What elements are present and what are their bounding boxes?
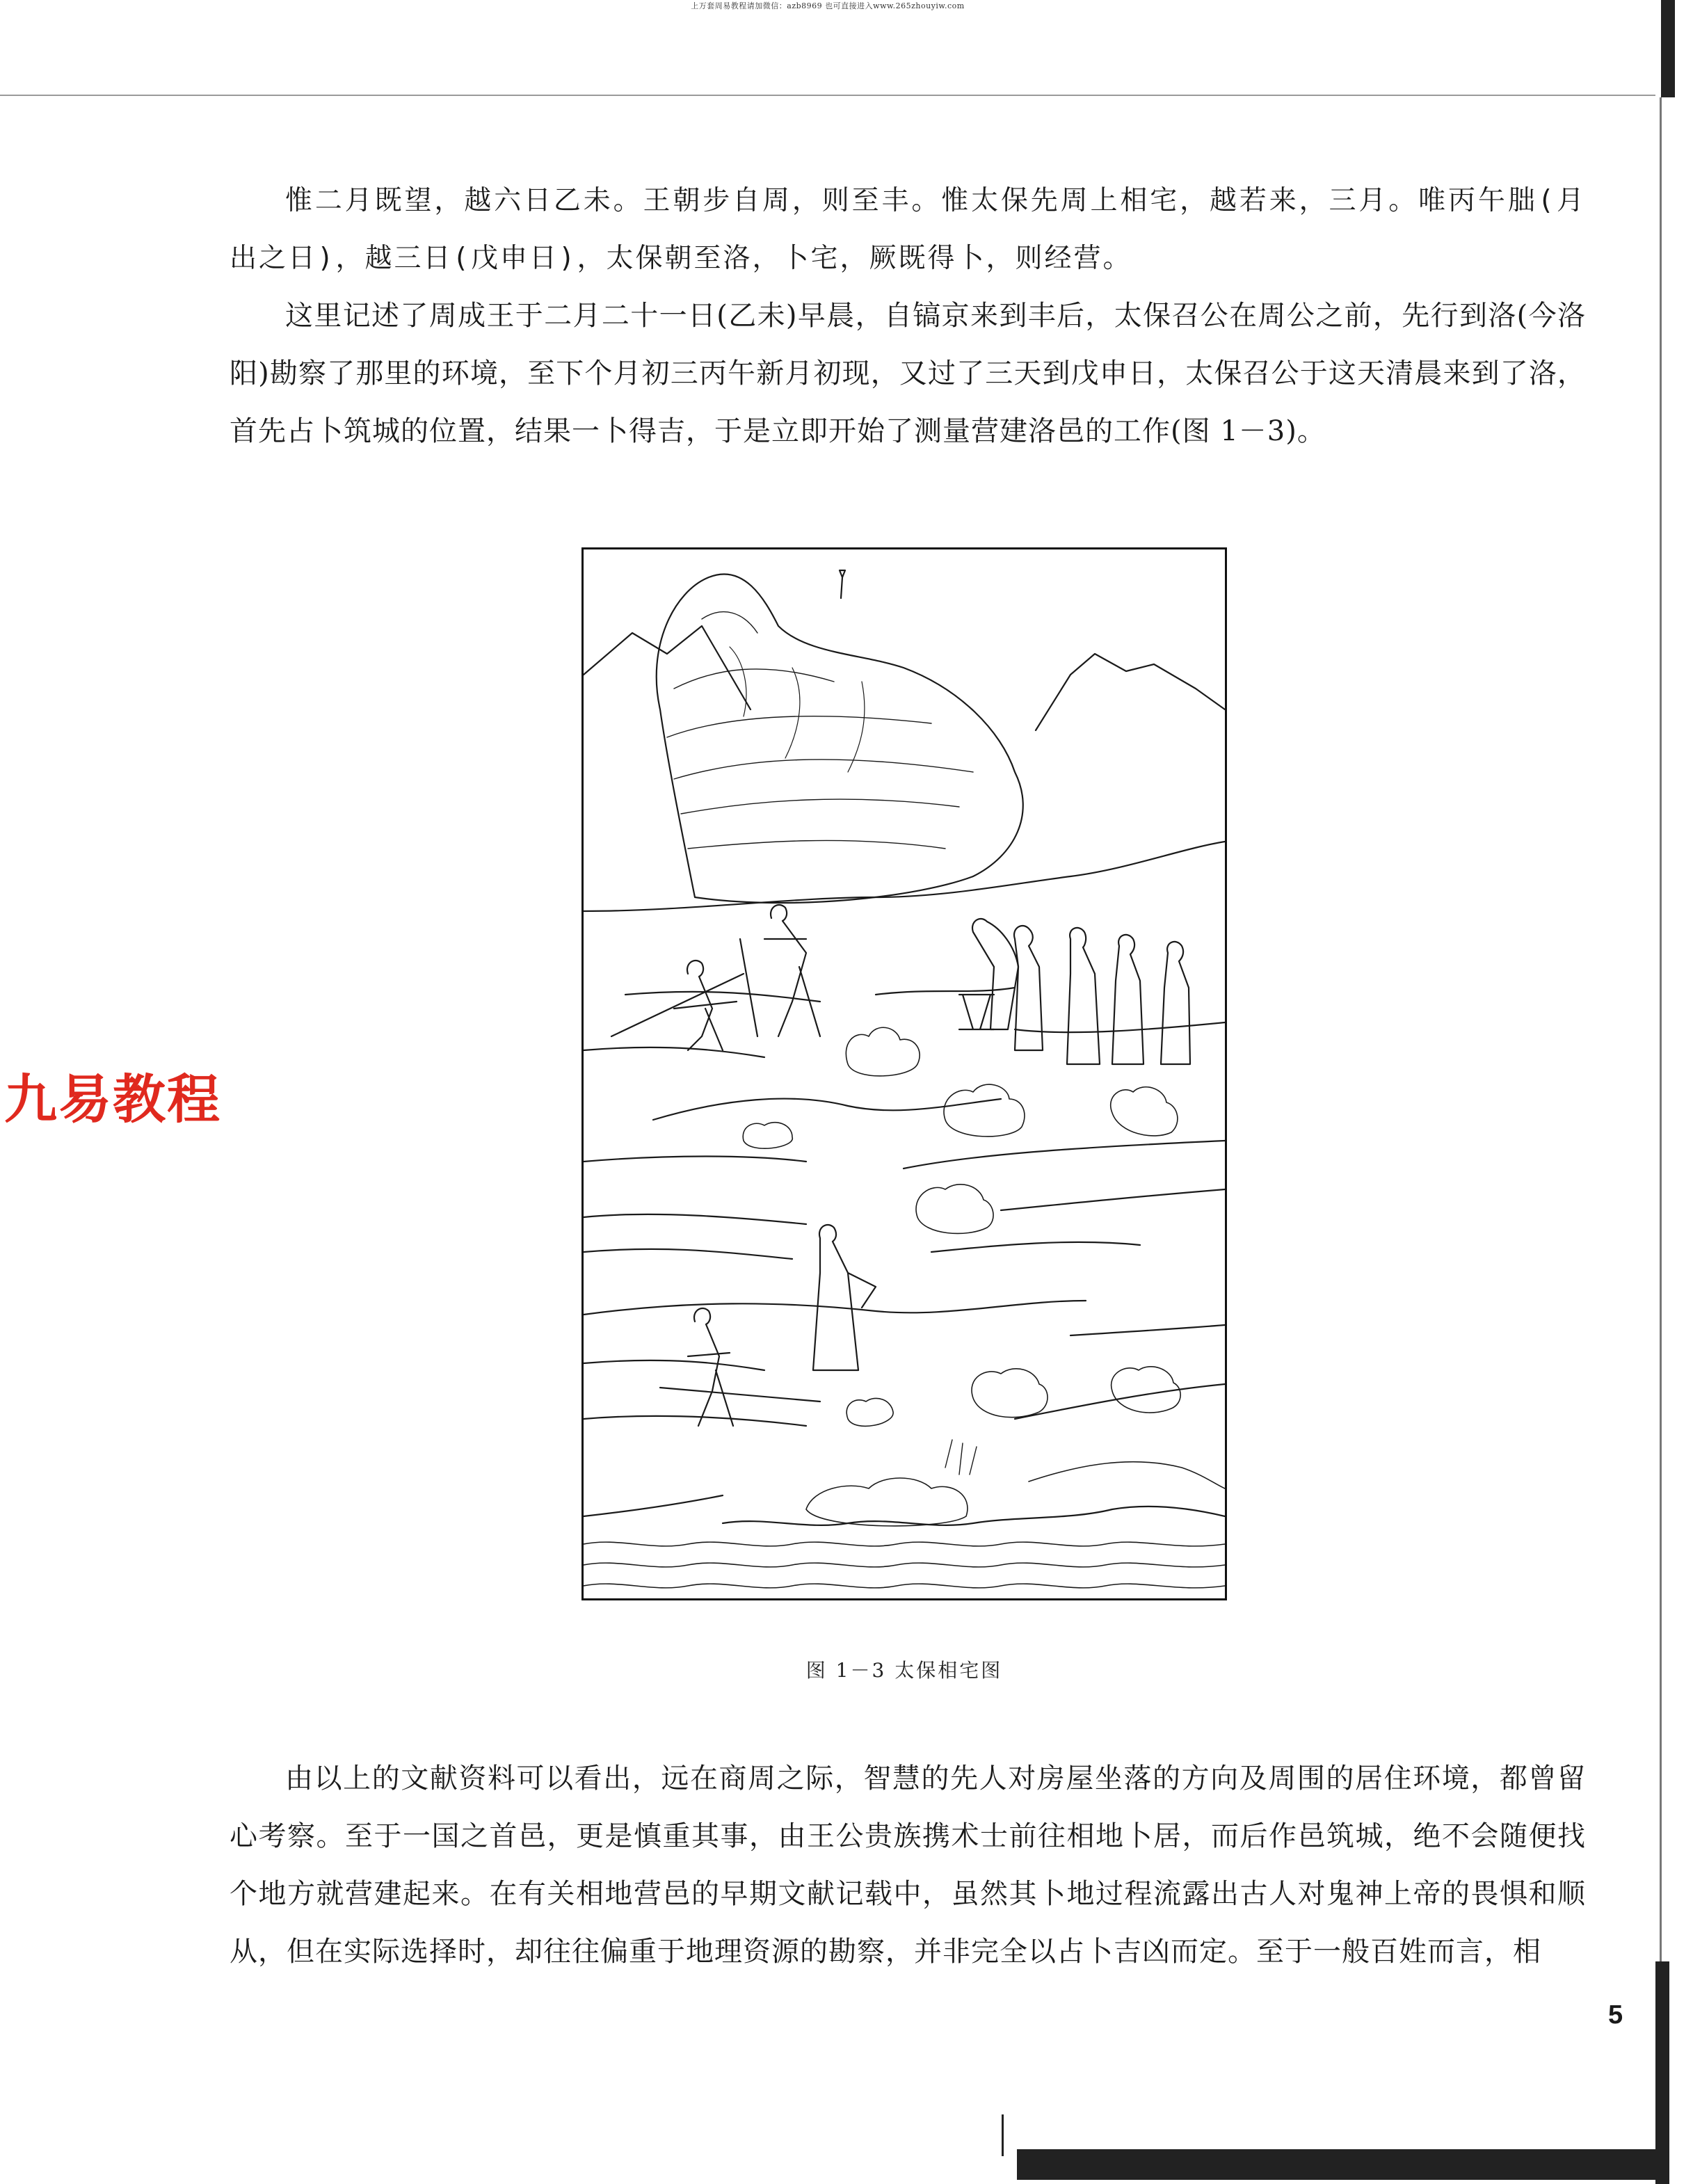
figure-taibao-xiangzhai xyxy=(581,547,1227,1600)
water-line-1 xyxy=(723,1507,1225,1525)
bush-2 xyxy=(944,1084,1025,1137)
bush-7 xyxy=(1112,1367,1181,1413)
figure-caption: 图 1－3 太保相宅图 xyxy=(805,1659,1003,1682)
water-line-3 xyxy=(584,1563,1225,1567)
laborer-1 xyxy=(674,961,737,1050)
bush-6 xyxy=(972,1369,1048,1418)
official-3 xyxy=(1112,935,1144,1064)
edge-bar-low xyxy=(1655,1961,1669,2184)
ground-line-10 xyxy=(584,1384,1225,1426)
reed-rocks xyxy=(806,1478,968,1526)
watermark-text: 九易教程 xyxy=(4,1068,221,1130)
bush-8 xyxy=(846,1398,893,1426)
paragraph-conclusion: 由以上的文献资料可以看出，远在商周之际，智慧的先人对房屋坐落的方向及周围的居住环境，都曾留心考察。至于一国之首邑，更是慎重其事，由王公贵族携术士前往相地卜居，而后作邑筑城，绝不会随便找个地方就营建起来。在有关相地营邑的早期文献记载中，虽然其卜地过程流露出古人对鬼神上帝的畏惧和顺从，但在实际选择时，却往往偏重于地理资源的勘察，并非完全以占卜吉凶而定。至于一般百姓而言，相 xyxy=(230,1763,1586,1968)
staff-2 xyxy=(740,939,757,1036)
bush-5 xyxy=(916,1185,993,1234)
bending-official xyxy=(972,919,1018,1029)
ground-line-8 xyxy=(584,1301,1086,1315)
ground-line-2 xyxy=(625,988,1015,1002)
bush-1 xyxy=(846,1027,920,1076)
rock-mass xyxy=(657,574,1023,903)
ground-line-4 xyxy=(653,1099,1001,1120)
tool xyxy=(660,1388,820,1402)
paragraph-explanation: 这里记述了周成王于二月二十一日(乙未)早晨，自镐京来到丰后，太保召公在周公之前，先行到洛(今洛阳)勘察了那里的环境，至下个月初三丙午新月初现，又过了三天到戊申日，太保召公于这天清晨来到了洛，首先占卜筑城的位置，结果一卜得吉，于是立即开始了测量营建洛邑的工作(图 1－3)。 xyxy=(230,300,1586,447)
laborer-2 xyxy=(764,905,820,1036)
mountain-right xyxy=(1036,654,1225,730)
edge-bar-mid xyxy=(1660,97,1662,1968)
official-2 xyxy=(1067,928,1100,1064)
ground-line-11 xyxy=(584,1495,723,1516)
bush-3 xyxy=(1111,1087,1178,1136)
water-line-4 xyxy=(584,1584,1225,1588)
stool xyxy=(959,995,994,1029)
mountain-left xyxy=(584,626,751,709)
paragraph-quote: 惟二月既望，越六日乙未。王朝步自周，则至丰。惟太保先周上相宅，越若来，三月。唯丙午朏(月出之日)，越三日(戊申日)，太保朝至洛，卜宅，厥既得卜，则经营。 xyxy=(230,185,1586,274)
ground-line-5 xyxy=(584,1141,1225,1169)
ground-line-7 xyxy=(584,1242,1140,1259)
bottom-bar xyxy=(1017,2149,1657,2180)
ground-line-6 xyxy=(584,1189,1225,1224)
ground-line-1 xyxy=(584,842,1225,911)
header-rule xyxy=(0,95,1655,96)
scholar-figure xyxy=(813,1225,876,1370)
page-number: 5 xyxy=(1608,2000,1623,2030)
staff-1 xyxy=(611,974,744,1036)
bottom-bar-thin xyxy=(1002,2114,1004,2156)
water-line-2 xyxy=(584,1542,1225,1546)
header-note: 上万套周易教程请加微信：azb8969 也可直接进入www.265zhouyiw.com xyxy=(691,1,965,10)
official-4 xyxy=(1161,942,1190,1064)
bush-4 xyxy=(743,1123,792,1149)
ground-line-9 xyxy=(584,1325,1225,1370)
edge-bar-top xyxy=(1661,0,1675,97)
laborer-3 xyxy=(688,1308,733,1426)
